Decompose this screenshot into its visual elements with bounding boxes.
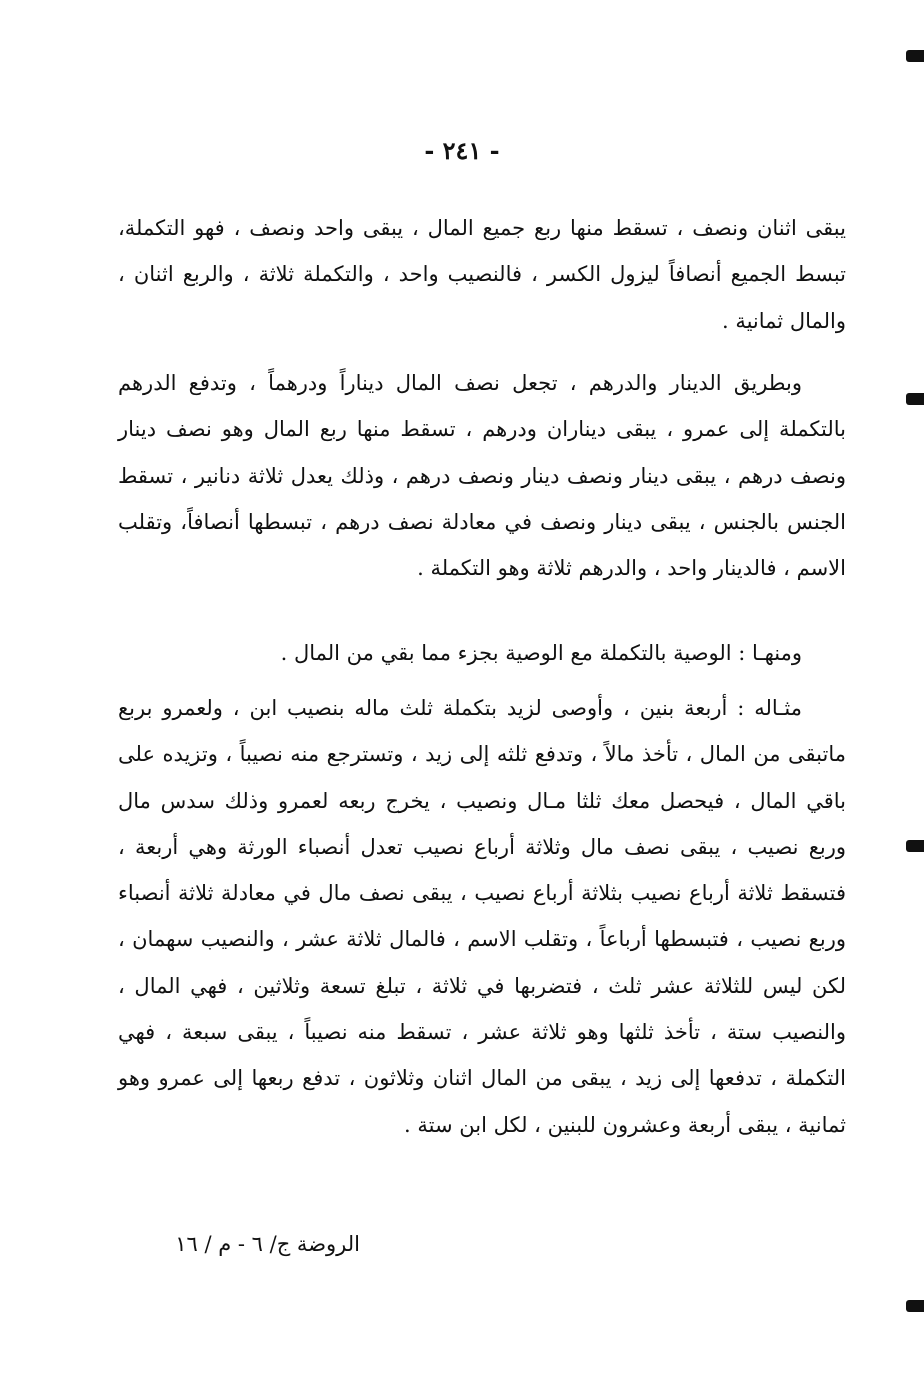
edge-scan-mark bbox=[906, 393, 924, 405]
paragraph-text: يبقى اثنان ونصف ، تسقط منها ربع جميع المال ، يبقى واحد ونصف ، فهو التكملة، تبسط الجميع أنصافاً ليزول الكسر ، فالنصيب واحد ، والتكملة ثلاثة ، والربع اثنان ، والمال ثمانية . bbox=[118, 216, 846, 333]
paragraph bbox=[118, 630, 846, 676]
paragraph bbox=[118, 685, 846, 1148]
paragraph-text: مثـاله : أربعة بنين ، وأوصى لزيد بتكملة ثلث ماله بنصيب ابن ، ولعمرو بربع ماتبقى من المال ، تأخذ مالاً ، وتدفع ثلثه إلى زيد ، وتسترجع منه نصيباً ، وتزيده على باقي المال ، فيحصل معك ثلثا مـال ونصيب ، يخرج ربعه لعمرو وذلك سدس مال وربع نصيب ، يبقى نصف مال وثلاثة أرباع نصيب تعدل أنصباء الورثة وهي أربعة ، فتسقط ثلاثة أرباع نصيب بثلاثة أرباع نصيب ، يبقى نصف مال في معادلة ثلاثة أنصباء وربع نصيب ، فتبسطها أرباعاً ، وتقلب الاسم ، فالمال ثلاثة عشر ، والنصيب سهمان ، لكن ليس للثلاثة عشر ثلث ، فتضربها في ثلاثة ، تبلغ تسعة وثلاثين ، فهي المال ، والنصيب ستة ، تأخذ ثلثها وهو ثلاثة عشر ، تسقط منه نصيباً ، يبقى سبعة ، فهي التكملة ، تدفعها إلى زيد ، يبقى من المال اثنان وثلاثون ، تدفع ربعها إلى عمرو وهو ثمانية ، يبقى أربعة وعشرون للبنين ، لكل ابن ستة . bbox=[118, 696, 846, 1137]
footer-signature: الروضة ج/ ٦ - م / ١٦ bbox=[175, 1232, 360, 1256]
paragraph-text: وبطريق الدينار والدرهم ، تجعل نصف المال ديناراً ودرهماً ، وتدفع الدرهم بالتكملة إلى عمرو ، يبقى ديناران ودرهم ، تسقط منها ربع المال وهو نصف دينار ونصف درهم ، يبقى دينار ونصف دينار ونصف درهم ، وذلك يعدل ثلاثة دنانير ، تسقط الجنس بالجنس ، يبقى دينار ونصف في معادلة نصف درهم ، تبسطها أنصافاً، وتقلب الاسم ، فالدينار واحد ، والدرهم ثلاثة وهو التكملة . bbox=[118, 371, 846, 581]
paragraph-text: ومنهـا : الوصية بالتكملة مع الوصية بجزء مما بقي من المال . bbox=[280, 641, 802, 665]
edge-scan-mark bbox=[906, 50, 924, 62]
paragraph bbox=[118, 360, 846, 591]
page-number: - ٢٤١ - bbox=[424, 136, 500, 165]
edge-scan-mark bbox=[906, 840, 924, 852]
paragraph bbox=[118, 205, 846, 344]
edge-scan-mark bbox=[906, 1300, 924, 1312]
